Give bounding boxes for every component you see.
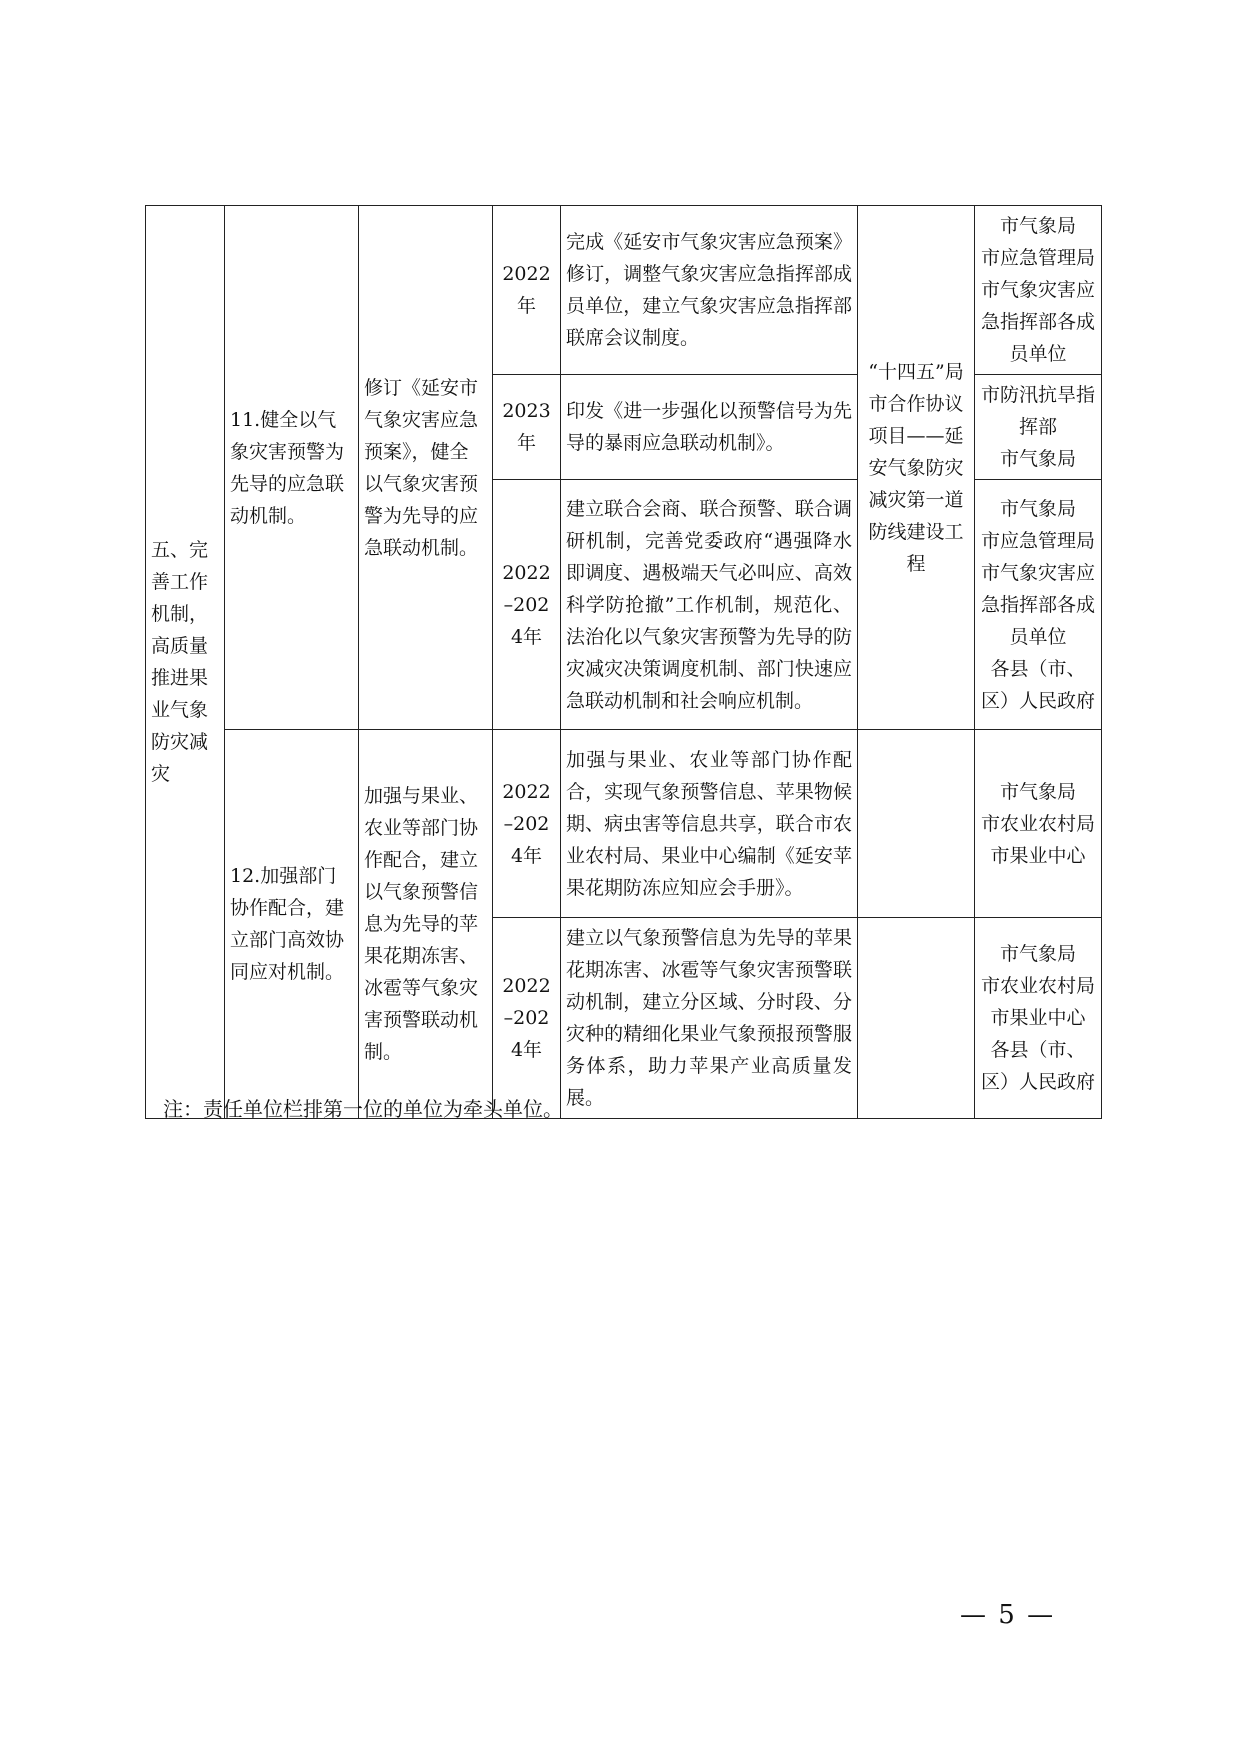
year-cell: 2023年 (493, 375, 561, 480)
task-table (145, 205, 1102, 1119)
project-cell (858, 918, 975, 1119)
unit-name: 市果业中心 (990, 844, 1086, 867)
table-note: 注：责任单位栏排第一位的单位为牵头单位。 (163, 1097, 563, 1121)
unit-cell (975, 206, 1102, 375)
task-content-cell: 加强与果业、农业等部门协作配合，建立以气象预警信息为先导的苹果花期冻害、冰雹等气象灾害预警联动机制。 (359, 730, 493, 1119)
unit-cell (975, 918, 1102, 1119)
year-cell: 2022–2024年 (493, 480, 561, 730)
detail-cell: 印发《进一步强化以预警信号为先导的暴雨应急联动机制》。 (561, 375, 858, 480)
unit-cell (975, 375, 1102, 480)
detail-cell: 加强与果业、农业等部门协作配合，实现气象预警信息、苹果物候期、病虫害等信息共享，联合市农业农村局、果业中心编制《延安苹果花期防冻应知应会手册》。 (561, 730, 858, 918)
category-cell: 五、完善工作机制，高质量推进果业气象防灾减灾 (146, 206, 225, 1119)
task-name-cell: 12.加强部门协作配合，建立部门高效协同应对机制。 (225, 730, 359, 1119)
detail-cell: 完成《延安市气象灾害应急预案》修订，调整气象灾害应急指挥部成员单位，建立气象灾害应急指挥部联席会议制度。 (561, 206, 858, 375)
unit-name: 市应急管理局 (980, 247, 1095, 269)
unit-name: 市气象灾害应急指挥部各成员单位 (980, 279, 1095, 365)
unit-cell (975, 730, 1102, 918)
unit-name: 各县（市、区）人民政府 (980, 657, 1095, 712)
unit-name: 市气象局 (999, 497, 1076, 520)
project-cell (858, 730, 975, 918)
task-name-cell: 11.健全以气象灾害预警为先导的应急联动机制。 (225, 206, 359, 730)
unit-cell (975, 480, 1102, 730)
unit-name: 各县（市、区）人民政府 (980, 1039, 1095, 1093)
unit-name: 市果业中心 (990, 1007, 1086, 1029)
project-cell: “十四五”局市合作协议项目——延安气象防灾减灾第一道防线建设工程 (858, 206, 975, 730)
task-content-cell: 修订《延安市气象灾害应急预案》，健全以气象灾害预警为先导的应急联动机制。 (359, 206, 493, 730)
unit-name: 市农业农村局 (980, 975, 1095, 997)
unit-name: 市农业农村局 (980, 812, 1095, 835)
unit-name: 市应急管理局 (980, 529, 1095, 552)
unit-name: 市防汛抗旱指挥部 (980, 384, 1095, 438)
year-cell: 2022–2024年 (493, 730, 561, 918)
unit-name: 市气象灾害应急指挥部各成员单位 (980, 561, 1095, 648)
detail-cell: 建立联合会商、联合预警、联合调研机制，完善党委政府“遇强降水即调度、遇极端天气必叫应、高效科学防抢撤”工作机制，规范化、法治化以气象灾害预警为先导的防灾减灾决策调度机制、部门快速应急联动机制和社会响应机制。 (561, 480, 858, 730)
detail-cell: 建立以气象预警信息为先导的苹果花期冻害、冰雹等气象灾害预警联动机制，建立分区域、分时段、分灾种的精细化果业气象预报预警服务体系，助力苹果产业高质量发展。 (561, 918, 858, 1119)
unit-name: 市气象局 (999, 448, 1076, 470)
unit-name: 市气象局 (999, 780, 1076, 803)
table-row (146, 730, 1102, 918)
year-cell: 2022年 (493, 206, 561, 375)
unit-name: 市气象局 (999, 215, 1076, 237)
year-cell: 2022–2024年 (493, 918, 561, 1119)
page-number: — 5 — (960, 1600, 1056, 1630)
unit-name: 市气象局 (999, 943, 1076, 965)
table-row (146, 206, 1102, 375)
